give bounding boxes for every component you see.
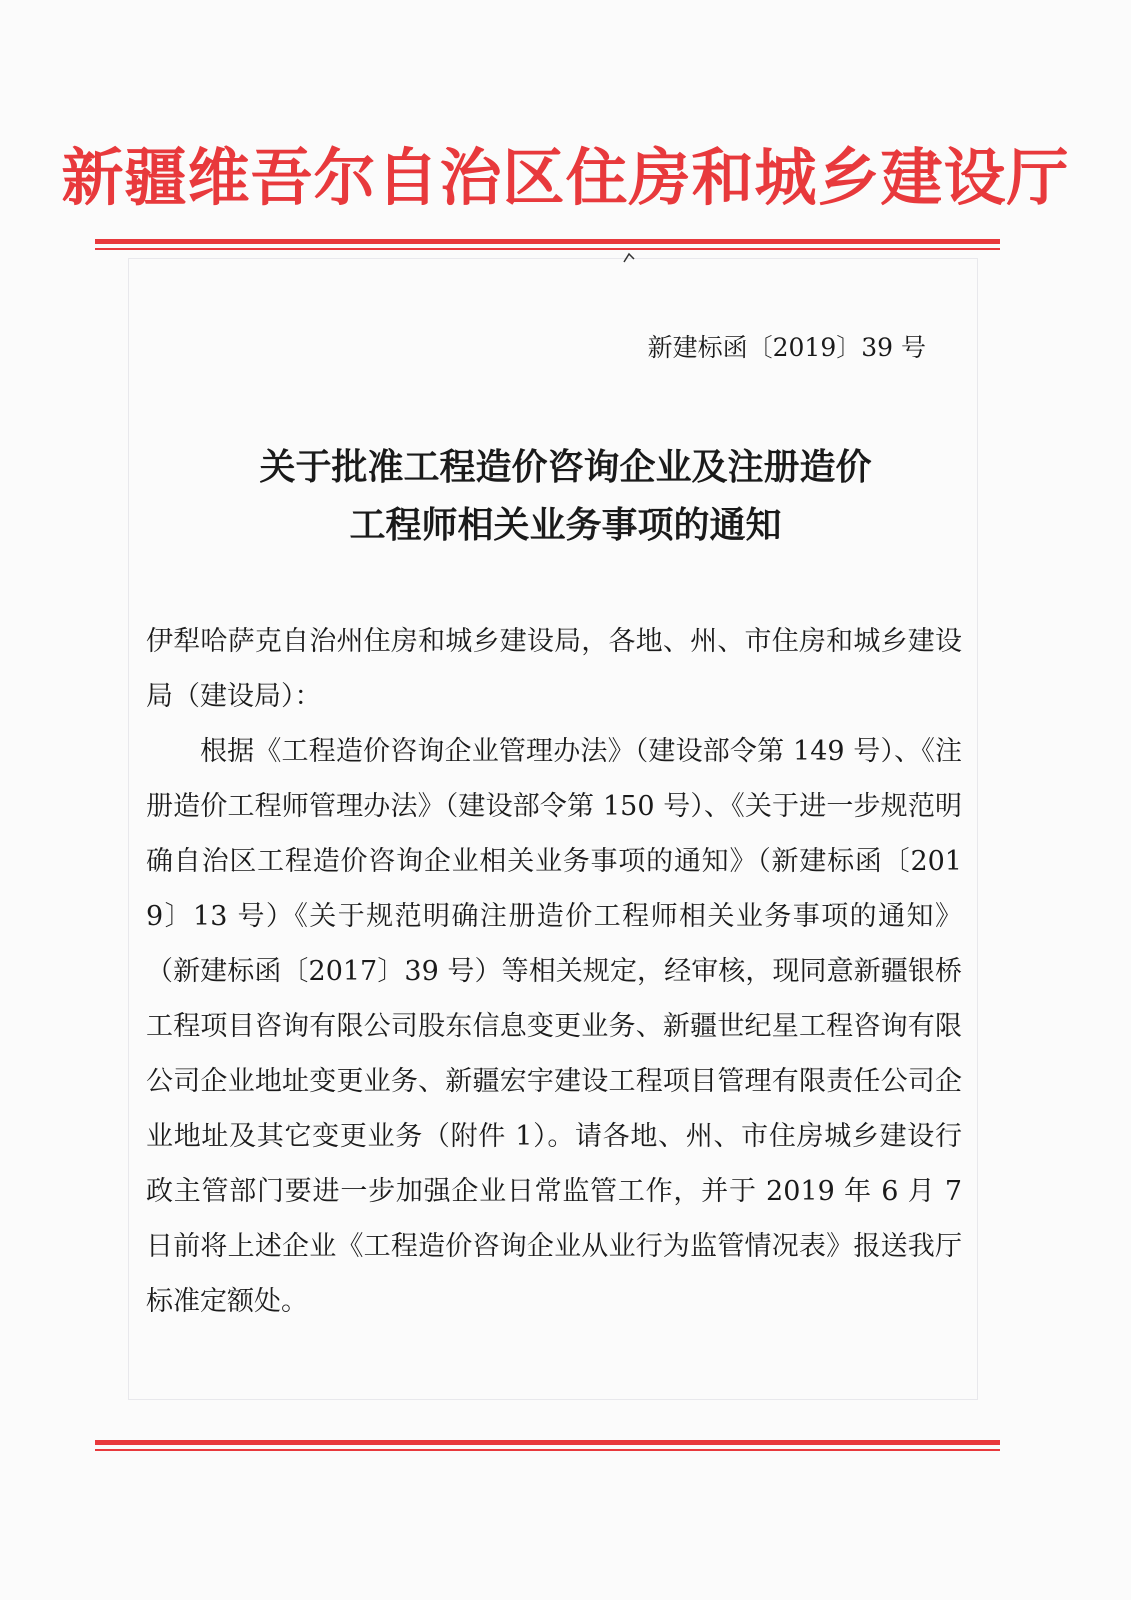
salutation: 伊犁哈萨克自治州住房和城乡建设局，各地、州、市住房和城乡建设局（建设局）：	[146, 626, 962, 712]
footer-rule-thin	[95, 1449, 1000, 1451]
footer-rule-thick	[95, 1440, 1000, 1445]
scan-speck-mark	[622, 250, 636, 264]
agency-letterhead: 新疆维吾尔自治区住房和城乡建设厅	[61, 141, 1070, 214]
letterhead-rule-thick	[95, 239, 1000, 244]
notice-title-line-2: 工程师相关业务事项的通知	[349, 504, 782, 546]
notice-body	[146, 614, 962, 1329]
body-paragraph: 根据《工程造价咨询企业管理办法》（建设部令第 149 号）、《注册造价工程师管理办法》（建设部令第 150 号）、《关于进一步规范明确自治区工程造价咨询企业相关业务事项的通知》（新建标函〔2019〕13 号）《关于规范明确注册造价工程师相关业务事项的通知》（新建标函〔2017〕39 号）等相关规定，经审核，现同意新疆银桥工程项目咨询有限公司股东信息变更业务、新疆世纪星工程咨询有限公司企业地址变更业务、新疆宏宇建设工程项目管理有限责任公司企业地址及其它变更业务（附件 1）。请各地、州、市住房城乡建设行政主管部门要进一步加强企业日常监管工作，并于 2019 年 6 月 7 日前将上述企业《工程造价咨询企业从业行为监管情况表》报送我厅标准定额处。	[146, 736, 962, 1317]
document-number: 新建标函〔2019〕39 号	[647, 333, 926, 362]
notice-title	[0, 438, 1131, 554]
letterhead-rule-thin	[95, 248, 1000, 250]
notice-title-line-1: 关于批准工程造价咨询企业及注册造价	[259, 446, 872, 488]
